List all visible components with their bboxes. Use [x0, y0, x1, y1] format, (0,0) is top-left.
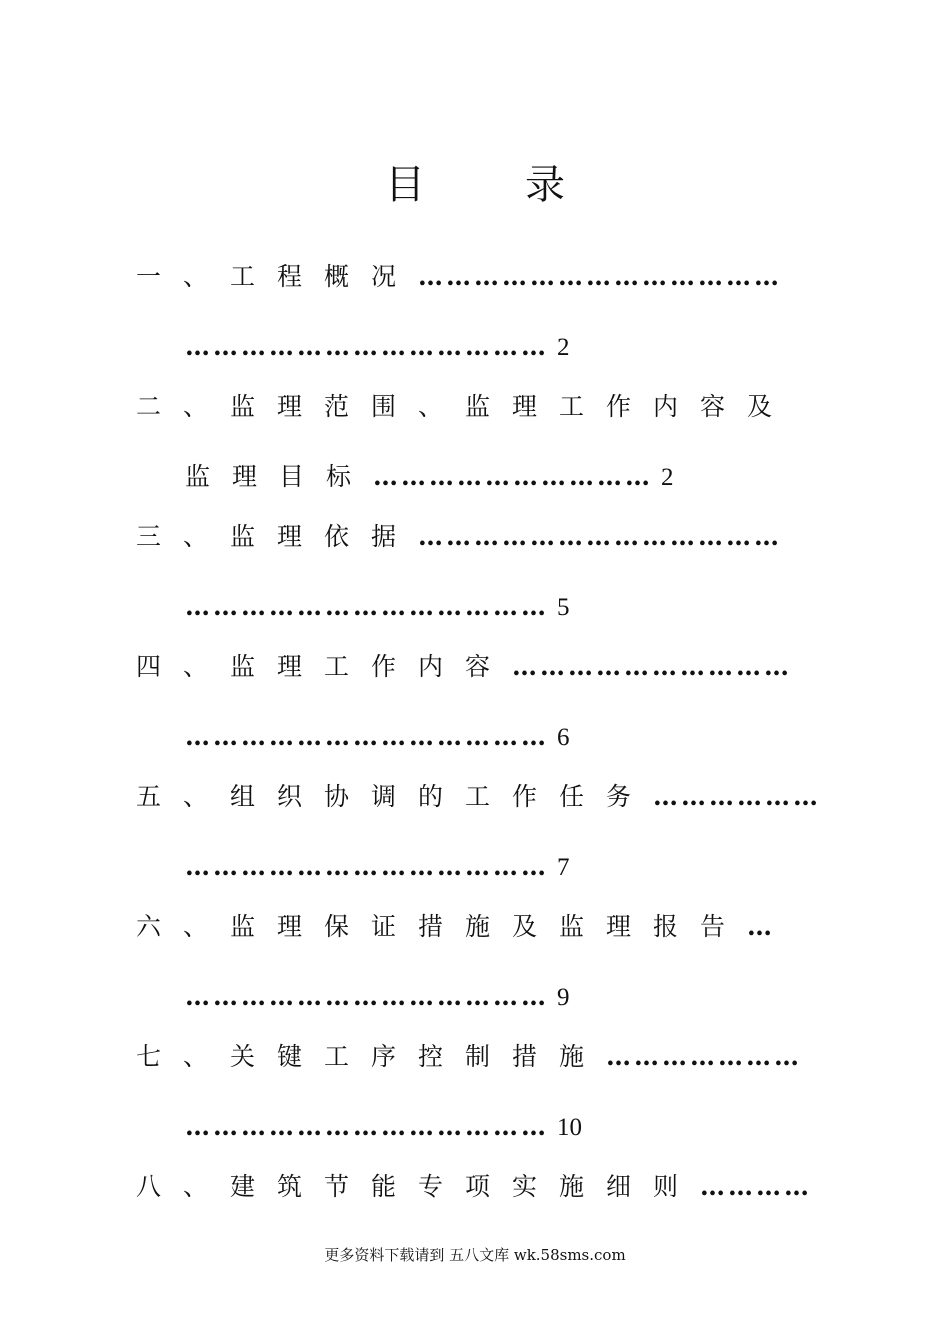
toc-entry-label-cont: 监理目标: [185, 462, 374, 491]
toc-entry-label: 四、监理工作内容: [136, 652, 513, 681]
toc-entry-2[interactable]: [136, 387, 811, 427]
page-number: 7: [556, 854, 570, 881]
leader-dots: …: [747, 912, 776, 941]
page-number: 5: [556, 594, 570, 621]
toc-entry-label: 一、工程概况: [136, 262, 419, 291]
page-number: 2: [556, 334, 570, 361]
toc-entry-3-cont[interactable]: [185, 587, 730, 627]
toc-entry-7[interactable]: [136, 1037, 811, 1077]
page-number: 6: [556, 724, 570, 751]
toc-entry-5-cont[interactable]: [185, 847, 730, 887]
toc-entry-label: 六、监理保证措施及监理报告: [136, 912, 748, 941]
leader-dots: …………………………………: [185, 592, 549, 621]
page-number: 9: [556, 984, 570, 1011]
leader-dots: …………………………………: [418, 262, 783, 291]
toc-entry-3[interactable]: [136, 517, 811, 557]
toc-entry-6[interactable]: [136, 907, 811, 947]
toc-entry-2-cont[interactable]: [185, 457, 730, 497]
toc-entry-label: 七、关键工序控制措施: [136, 1042, 607, 1071]
toc-title: [0, 160, 950, 210]
leader-dots: ………………: [653, 782, 822, 811]
toc-entry-8[interactable]: [136, 1167, 811, 1207]
toc-entry-label: 八、建筑节能专项实施细则: [136, 1172, 701, 1201]
leader-dots: …………………: [606, 1042, 803, 1071]
page-number: 10: [556, 1114, 582, 1141]
leader-dots: …………………………………: [185, 982, 549, 1011]
toc-entry-label: 五、组织协调的工作任务: [136, 782, 654, 811]
leader-dots: …………………………………: [185, 1112, 549, 1141]
toc-entry-1[interactable]: [136, 257, 811, 297]
title-char-2: 录: [525, 162, 565, 208]
toc-entry-1-cont[interactable]: [185, 327, 730, 367]
toc-entry-label: 三、监理依据: [136, 522, 419, 551]
page-footer[interactable]: 更多资料下载请到 五八文库 wk.58sms.com: [324, 1246, 626, 1264]
toc-entry-4[interactable]: [136, 647, 811, 687]
leader-dots: …………………………: [373, 462, 654, 491]
toc-entry-4-cont[interactable]: [185, 717, 730, 757]
toc-entry-6-cont[interactable]: [185, 977, 730, 1017]
leader-dots: …………: [700, 1172, 813, 1201]
toc-entry-7-cont[interactable]: [185, 1107, 730, 1147]
leader-dots: …………………………………: [185, 722, 549, 751]
toc-entry-5[interactable]: [136, 777, 822, 817]
leader-dots: …………………………………: [185, 852, 549, 881]
title-char-1: 目: [385, 162, 425, 208]
page-number: 2: [660, 464, 674, 491]
toc-entry-label: 二、监理范围、监理工作内容及: [136, 392, 795, 421]
leader-dots: …………………………: [512, 652, 793, 681]
leader-dots: …………………………………: [418, 522, 783, 551]
leader-dots: …………………………………: [185, 332, 549, 361]
